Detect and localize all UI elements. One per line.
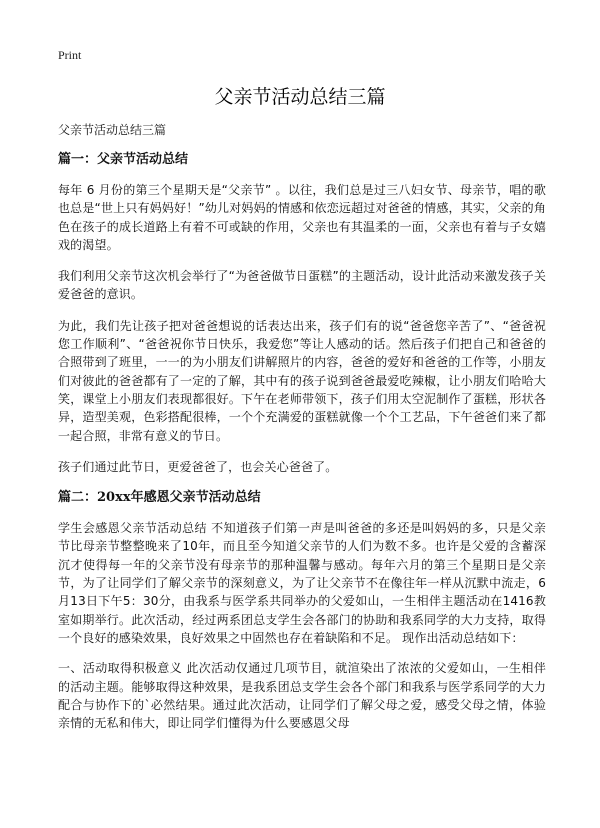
section-heading-2: 篇二：20xx年感恩父亲节活动总结 xyxy=(58,490,261,506)
document-title: 父亲节活动总结三篇 xyxy=(214,86,386,108)
paragraph: 一、活动取得积极意义 此次活动仅通过几项节目，就渲染出了浓浓的父爱如山，一生相伴的活动主题。能够取得这种效果，是我系团总支学生会各个部门和我系与医学系同学的大力配合与协作下的`必然结果。通过此次活动，让同学们了解父母之爱，感受父母之情，体验亲情的无私和伟大，即让同学们懂得为什么要感恩父母 xyxy=(58,661,546,731)
document-body xyxy=(58,122,546,745)
paragraph: 孩子们通过此节日，更爱爸爸了，也会关心爸爸了。 xyxy=(58,459,338,474)
paragraph: 为此，我们先让孩子把对爸爸想说的话表达出来，孩子们有的说“爸爸您辛苦了”、“爸爸祝您工作顺利”、“爸爸祝你节日快乐，我爱您”等让人感动的话。然后孩子们把自己和爸爸的合照带到了班里，一一的为小朋友们讲解照片的内容，爸爸的爱好和爸爸的工作等，小朋友们对彼此的爸爸都有了一定的了解，其中有的孩子说到爸爸最爱吃辣椒，让小朋友们哈哈大笑，课堂上小朋友们表现都很好。下午在老师带领下，孩子们用太空泥制作了蛋糕，形状各异，造型美观，色彩搭配很棒，一个个充满爱的蛋糕就像一个个工艺品，下午爸爸们来了都一起合照，非常有意义的节日。 xyxy=(58,318,546,443)
section-heading-1: 篇一：父亲节活动总结 xyxy=(58,152,189,167)
print-label: Print xyxy=(58,48,82,62)
paragraph: 学生会感恩父亲节活动总结 不知道孩子们第一声是叫爸爸的多还是叫妈妈的多，只是父亲节比母亲节整整晚来了10年，而且至今知道父亲节的人们为数不多。也许是父爱的含蓄深沉才使得每一年的父亲节没有母亲节的那种温馨与感动。每年六月的第三个星期日是父亲节，为了让同学们了解父亲节的深刻意义，为了让父亲节不在像往年一样从沉默中流走，6月13日下午5：30分，由我系与医学系共同举办的父爱如山，一生相伴主题活动在1416教室如期举行。此次活动，经过两系团总支学生会各部门的协助和我系同学的大力支持，取得一个良好的感染效果，良好效果之中固然也存在着缺陷和不足。 现作出活动总结如下： xyxy=(58,521,546,645)
paragraph: 我们利用父亲节这次机会举行了“为爸爸做节日蛋糕”的主题活动，设计此活动来激发孩子关爱爸爸的意识。 xyxy=(58,269,546,302)
paragraph: 每年 6 月份的第三个星期天是“父亲节” 。以往，我们总是过三八妇女节、母亲节，唱的歌也总是“世上只有妈妈好！”幼儿对妈妈的情感和依恋远超过对爸爸的情感，其实，父亲的角色在孩子的成长道路上有着不可或缺的作用，父亲也有其温柔的一面，父亲也有着与子女嬉戏的渴望。 xyxy=(58,183,546,252)
document-subtitle: 父亲节活动总结三篇 xyxy=(58,123,167,137)
